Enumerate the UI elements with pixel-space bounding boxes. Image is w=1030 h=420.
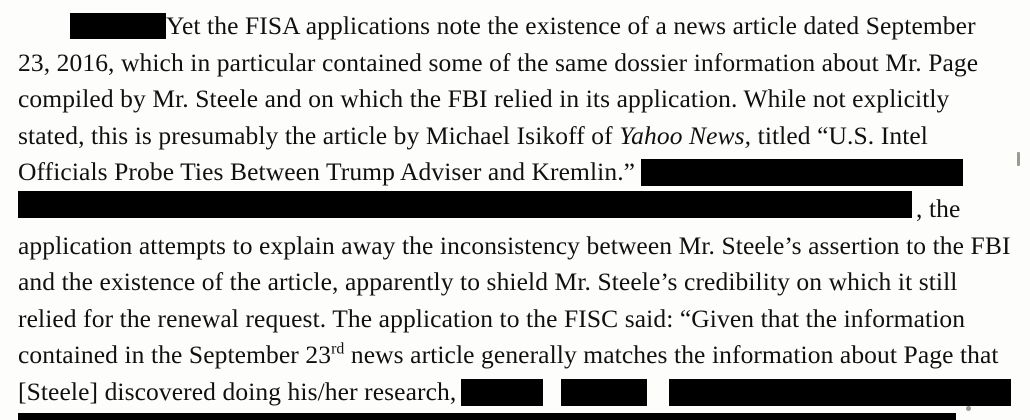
document-text-body — [18, 8, 1012, 420]
line-10-text-b: news article generally matches the information about Page that — [344, 340, 999, 370]
scan-artifact-right — [1017, 152, 1020, 166]
redaction-bar-line-11-a — [461, 379, 543, 406]
text-line-6 — [18, 191, 1012, 228]
redaction-bar-line-5-tail — [641, 159, 963, 186]
line-4-text-a: stated, this is presumably the article by Michael Isikoff of — [18, 120, 620, 150]
text-line-4 — [18, 118, 1012, 155]
line-3-text: compiled by Mr. Steele and on which the FBI relied in its application. While not explicitly — [18, 84, 950, 114]
line-2-text: 23, 2016, which in particular contained some of the same dossier information about Mr. Page — [18, 47, 979, 77]
redaction-bar-line-11-b — [561, 379, 647, 406]
text-line-5 — [18, 154, 1012, 191]
line-10-text-a: contained in the September 23 — [18, 340, 332, 370]
line-7-text: application attempts to explain away the inconsistency between Mr. Steele’s assertion to the FBI — [18, 230, 1011, 260]
line-4-text-b: titled “U.S. Intel — [751, 120, 928, 150]
text-line-1 — [18, 8, 1012, 45]
text-line-9 — [18, 301, 1012, 338]
line-5-text: Officials Probe Ties Between Trump Adviser and Kremlin.” — [18, 157, 636, 187]
redaction-bar-inline-1 — [70, 13, 166, 39]
line-8-text: and the existence of the article, apparently to shield Mr. Steele’s credibility on which it still — [18, 267, 958, 297]
line-1-text: Yet the FISA applications note the existence of a news article dated September — [166, 11, 976, 40]
text-line-11 — [18, 374, 1012, 411]
line-9-text: relied for the renewal request. The application to the FISC said: “Given that the information — [18, 303, 966, 333]
redaction-bar-full-line-6 — [18, 191, 912, 218]
text-line-7 — [18, 228, 1012, 265]
line-6-text: , the — [916, 193, 961, 223]
line-11-text: [Steele] discovered doing his/her research, — [18, 376, 457, 406]
scan-artifact-bottom — [966, 406, 971, 411]
text-line-2 — [18, 45, 1012, 82]
redaction-bar-full-line-12 — [18, 413, 956, 420]
line-10-ordinal-suffix: rd — [331, 340, 345, 358]
text-line-8 — [18, 264, 1012, 301]
text-line-10 — [18, 337, 1012, 374]
line-4-italic-publication: Yahoo News, — [619, 120, 752, 150]
redaction-bar-line-11-c — [669, 379, 1011, 406]
text-line-12 — [18, 411, 1012, 420]
text-line-3 — [18, 81, 1012, 118]
